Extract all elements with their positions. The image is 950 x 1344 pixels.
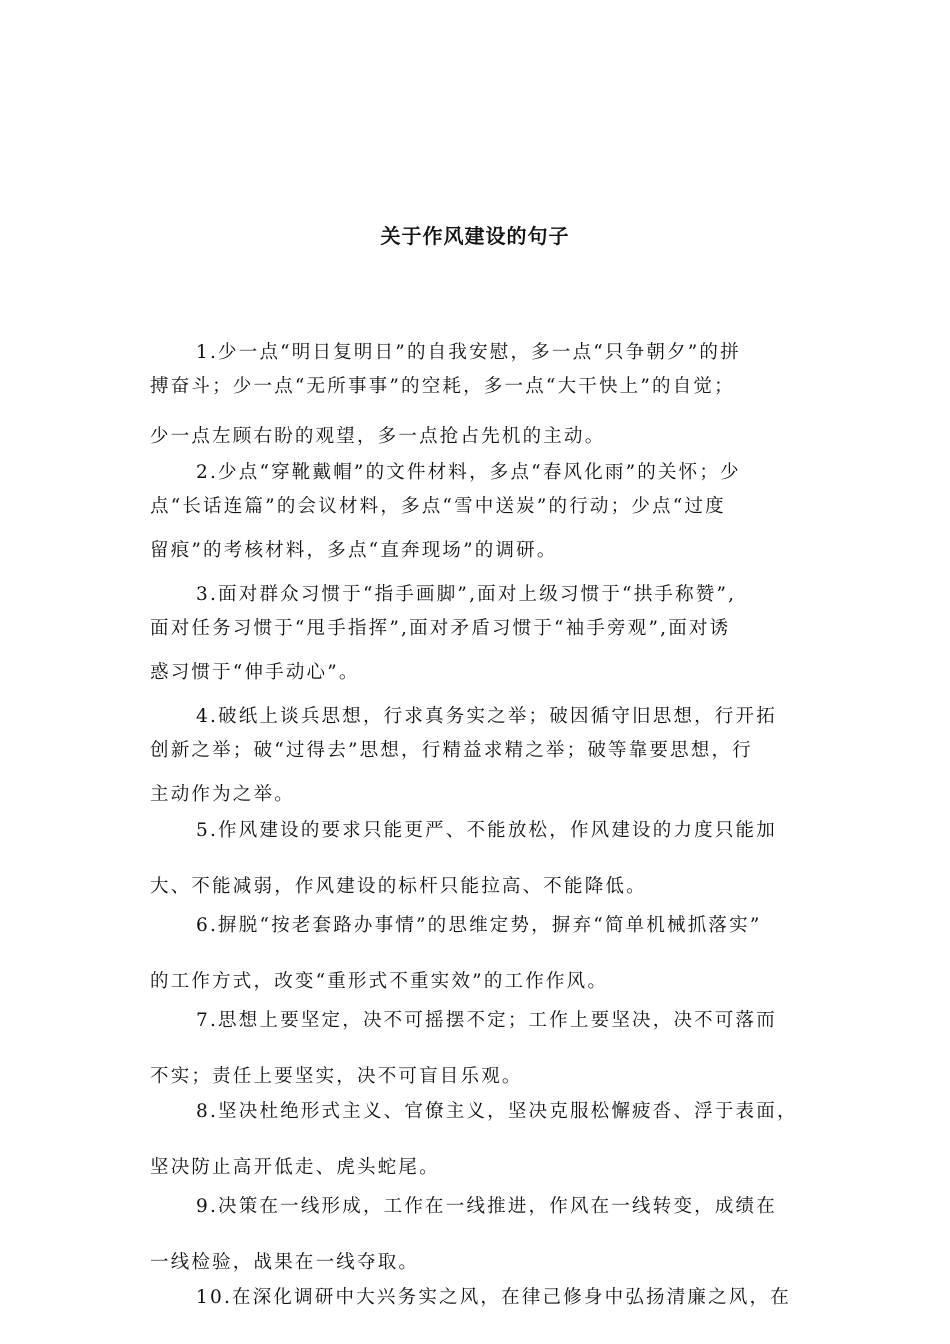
- paragraph-7: [150, 1006, 825, 1096]
- paragraph-line: 面对任务习惯于“甩手指挥”,面对矛盾习惯于“袖手旁观”,面对诱: [150, 618, 731, 639]
- paragraph-line: 6.摒脱“按老套路办事情”的思维定势，摒弃“简单机械抓落实”: [196, 915, 762, 936]
- paragraph-10: [150, 1283, 825, 1317]
- paragraph-line: 5.作风建设的要求只能更严、不能放松，作风建设的力度只能加: [196, 820, 777, 841]
- paragraph-2: [150, 458, 825, 570]
- paragraph-line: 少一点左顾右盼的观望，多一点抢占先机的主动。: [150, 426, 606, 447]
- paragraph-line: 4.破纸上谈兵思想，行求真务实之举；破因循守旧思想，行开拓: [196, 706, 777, 727]
- paragraph-line: 创新之举；破“过得去”思想，行精益求精之举；破等靠要思想，行: [150, 740, 753, 761]
- paragraph-line: 10.在深化调研中大兴务实之风，在律己修身中弘扬清廉之风，在: [196, 1287, 791, 1308]
- paragraph-line: 坚决防止高开低走、虎头蛇尾。: [150, 1157, 440, 1178]
- paragraph-line: 的工作方式，改变“重形式不重实效”的工作作风。: [150, 971, 609, 992]
- paragraph-line: 点“长话连篇”的会议材料，多点“雪中送炭”的行动；少点“过度: [150, 496, 726, 517]
- paragraph-1: [150, 338, 825, 456]
- document-title: 关于作风建设的句子: [380, 224, 570, 248]
- paragraph-line: 主动作为之举。: [150, 784, 295, 805]
- paragraph-line: 1.少一点“明日复明日”的自我安慰，多一点“只争朝夕”的拼: [196, 342, 741, 363]
- paragraph-5: [150, 816, 825, 906]
- paragraph-line: 8.坚决杜绝形式主义、官僚主义，坚决克服松懈疲沓、浮于表面，: [196, 1101, 798, 1122]
- paragraph-line: 搏奋斗；少一点“无所事事”的空耗，多一点“大干快上”的自觉；: [150, 376, 735, 397]
- paragraph-line: 2.少点“穿靴戴帽”的文件材料，多点“春风化雨”的关怀；少: [196, 462, 741, 483]
- paragraph-6: [150, 911, 825, 1001]
- paragraph-line: 不实；责任上要坚实，决不可盲目乐观。: [150, 1066, 523, 1087]
- paragraph-3: [150, 580, 825, 692]
- paragraph-line: 大、不能减弱，作风建设的标杆只能拉高、不能降低。: [150, 876, 647, 897]
- paragraph-9: [150, 1192, 825, 1282]
- paragraph-line: 留痕”的考核材料，多点“直奔现场”的调研。: [150, 540, 558, 561]
- paragraph-8: [150, 1097, 825, 1187]
- paragraph-line: 一线检验，战果在一线夺取。: [150, 1252, 420, 1273]
- paragraph-line: 3.面对群众习惯于“指手画脚”,面对上级习惯于“拱手称赞”,: [196, 584, 737, 605]
- paragraph-line: 惑习惯于“伸手动心”。: [150, 662, 360, 683]
- paragraph-line: 7.思想上要坚定，决不可摇摆不定；工作上要坚决，决不可落而: [196, 1010, 777, 1031]
- paragraph-line: 9.决策在一线形成，工作在一线推进，作风在一线转变，成绩在: [196, 1196, 777, 1217]
- paragraph-4: [150, 702, 825, 814]
